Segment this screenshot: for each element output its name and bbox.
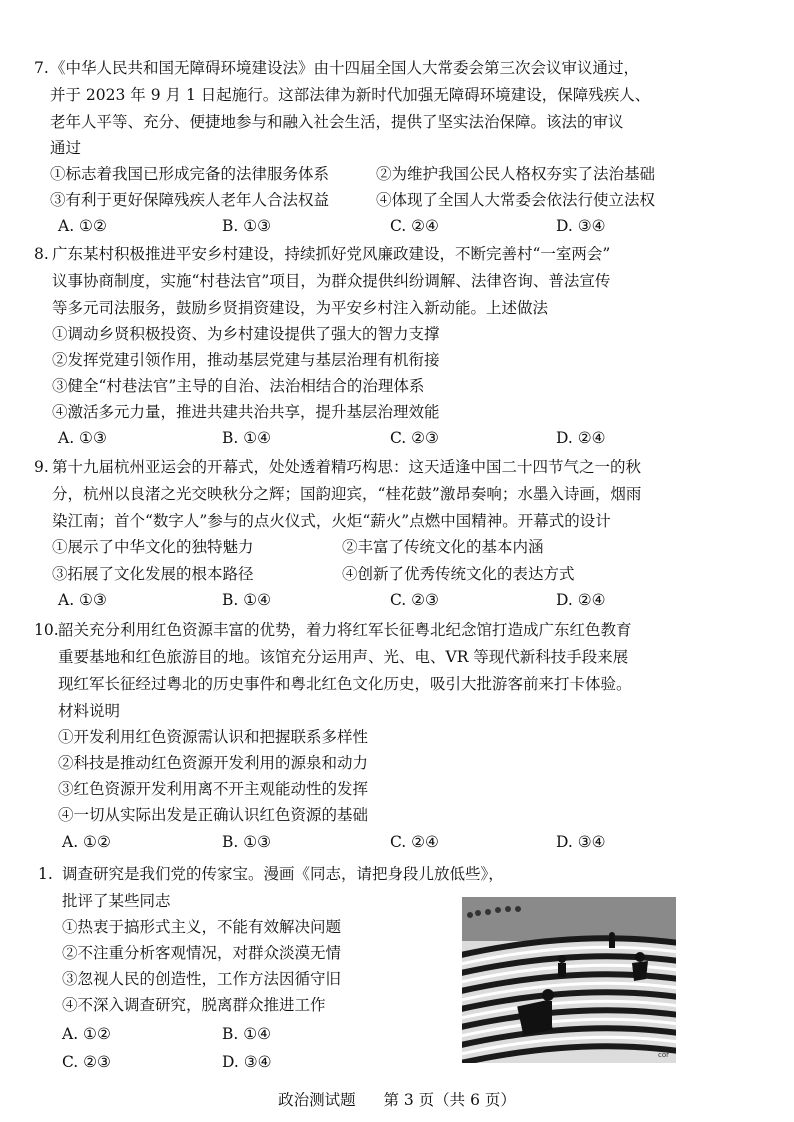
- question-stem-line: 通过: [50, 139, 82, 157]
- statement: ①展示了中华文化的独特魅力: [52, 538, 254, 556]
- question-stem-line: 重要基地和红色旅游目的地。该馆充分运用声、光、电、VR 等现代新科技手段来展: [58, 648, 629, 666]
- question-stem-line: 广东某村积极推进平安乡村建设，持续抓好党风廉政建设，不断完善村“一室两会”: [52, 245, 611, 263]
- answer-option-a[interactable]: A. ①③: [58, 591, 107, 609]
- answer-option-c[interactable]: C. ②④: [390, 833, 439, 851]
- statement: ④不深入调查研究，脱离群众推进工作: [62, 996, 326, 1014]
- question-stem-line: 第十九届杭州亚运会的开幕式，处处透着精巧构思：这天适逢中国二十四节气之一的秋: [52, 458, 642, 476]
- question-stem-line: 老年人平等、充分、便捷地参与和融入社会生活，提供了坚实法治保障。该法的审议: [50, 113, 624, 131]
- question-stem-line: 等多元司法服务，鼓励乡贤捐资建设，为平安乡村注入新动能。上述做法: [52, 299, 549, 317]
- statement: ③健全“村巷法官”主导的自治、法治相结合的治理体系: [52, 377, 425, 395]
- statement: ②科技是推动红色资源开发利用的源泉和动力: [58, 754, 369, 772]
- answer-option-a[interactable]: A. ①②: [62, 1025, 111, 1043]
- answer-option-d[interactable]: D. ③④: [222, 1053, 272, 1071]
- statement: ①标志着我国已形成完备的法律服务体系: [50, 165, 330, 183]
- answer-option-b[interactable]: B. ①④: [222, 591, 272, 609]
- statement: ④激活多元力量，推进共建共治共享，提升基层治理效能: [52, 403, 440, 421]
- answer-option-d[interactable]: D. ③④: [556, 833, 606, 851]
- question-stem-line: 并于 2023 年 9 月 1 日起施行。这部法律为新时代加强无障碍环境建设，保障残疾人、: [50, 86, 651, 104]
- answer-option-a[interactable]: A. ①③: [58, 429, 107, 447]
- statement: ①开发利用红色资源需认识和把握联系多样性: [58, 728, 369, 746]
- answer-option-b[interactable]: B. ①④: [222, 1025, 272, 1043]
- answer-option-b[interactable]: B. ①③: [222, 217, 272, 235]
- statement: ③有利于更好保障残疾人老年人合法权益: [50, 191, 330, 209]
- question-number: 9.: [34, 458, 49, 476]
- answer-option-d[interactable]: D. ③④: [556, 217, 606, 235]
- statement: ④一切从实际出发是正确认识红色资源的基础: [58, 806, 369, 824]
- answer-option-a[interactable]: A. ①②: [62, 833, 111, 851]
- question-number: 10.: [34, 621, 59, 639]
- question-stem-line: 调查研究是我们党的传家宝。漫画《同志，请把身段儿放低些》，: [62, 865, 504, 883]
- answer-option-c[interactable]: C. ②③: [390, 429, 439, 447]
- question-number: 7.: [34, 59, 49, 77]
- answer-option-b[interactable]: B. ①④: [222, 429, 272, 447]
- answer-option-c[interactable]: C. ②④: [390, 217, 439, 235]
- cartoon-signature: cor: [658, 1051, 670, 1059]
- answer-option-d[interactable]: D. ②④: [556, 591, 606, 609]
- statement: ③拓展了文化发展的根本路径: [52, 565, 254, 583]
- statement: ②发挥党建引领作用，推动基层党建与基层治理有机衔接: [52, 351, 440, 369]
- question-stem-line: 现红军长征经过粤北的历史事件和粤北红色文化历史，吸引大批游客前来打卡体验。: [58, 675, 632, 693]
- statement: ④体现了全国人大常委会依法行使立法权: [376, 191, 656, 209]
- statement: ④创新了优秀传统文化的表达方式: [342, 565, 575, 583]
- answer-option-d[interactable]: D. ②④: [556, 429, 606, 447]
- answer-option-c[interactable]: C. ②③: [62, 1053, 111, 1071]
- statement: ③忽视人民的创造性，工作方法因循守旧: [62, 970, 342, 988]
- statement: ②不注重分析客观情况，对群众淡漠无情: [62, 944, 342, 962]
- footer-page-number: 第 3 页（共 6 页）: [383, 1091, 516, 1109]
- question-stem-line: 韶关充分利用红色资源丰富的优势，着力将红军长征粤北纪念馆打造成广东红色教育: [58, 621, 632, 639]
- statement: ①调动乡贤积极投资、为乡村建设提供了强大的智力支撑: [52, 325, 440, 343]
- question-number: 8.: [34, 245, 49, 263]
- answer-option-b[interactable]: B. ①③: [222, 833, 272, 851]
- question-number: 1.: [38, 865, 53, 883]
- question-stem-line: 染江南；首个“数字人”参与的点火仪式，火炬“薪火”点燃中国精神。开幕式的设计: [52, 512, 611, 530]
- question-stem-line: 批评了某些同志: [62, 892, 171, 910]
- footer-subject: 政治测试题: [278, 1091, 356, 1109]
- question-stem-line: 《中华人民共和国无障碍环境建设法》由十四届全国人大常委会第三次会议审议通过，: [50, 59, 640, 77]
- question-stem-line: 材料说明: [58, 702, 121, 720]
- statement: ②丰富了传统文化的基本内涵: [342, 538, 544, 556]
- answer-option-c[interactable]: C. ②③: [390, 591, 439, 609]
- question-stem-line: 议事协商制度，实施“村巷法官”项目，为群众提供纠纷调解、法律咨询、普法宣传: [52, 272, 611, 290]
- statement: ②为维护我国公民人格权夯实了法治基础: [376, 165, 656, 183]
- cartoon-farmland-illustration: [462, 897, 676, 1063]
- statement: ③红色资源开发利用离不开主观能动性的发挥: [58, 780, 369, 798]
- statement: ①热衷于搞形式主义，不能有效解决问题: [62, 918, 342, 936]
- page-footer: [0, 1090, 794, 1110]
- question-stem-line: 分，杭州以良渚之光交映秋分之辉；国韵迎宾，“桂花鼓”激昂奏响；水墨入诗画，烟雨: [52, 485, 642, 503]
- answer-option-a[interactable]: A. ①②: [58, 217, 107, 235]
